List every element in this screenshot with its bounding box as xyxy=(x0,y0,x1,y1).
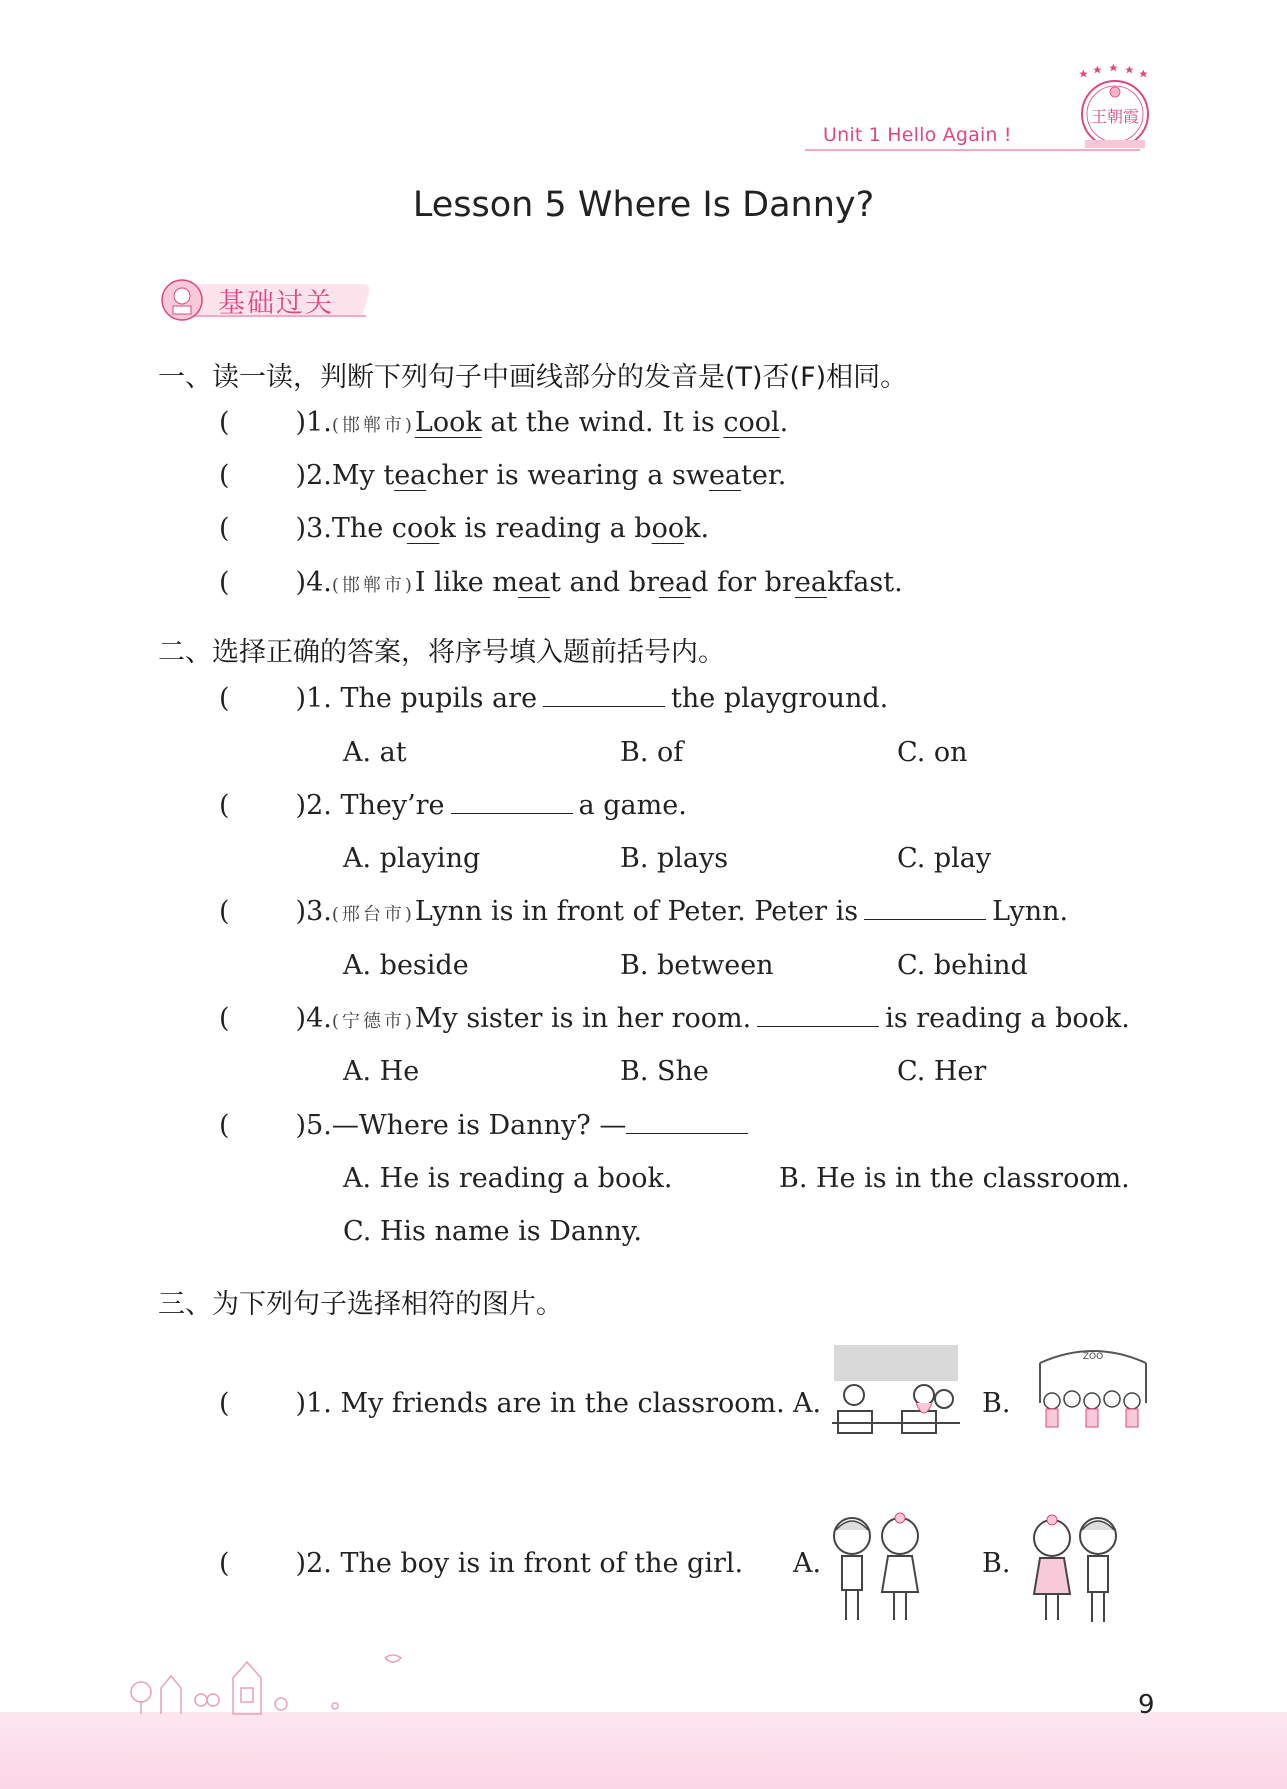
zoo-picture[interactable] xyxy=(1028,1343,1158,1448)
s1-item-2: ( )2.My teacher is wearing a sweater. xyxy=(219,460,787,491)
answer-paren[interactable]: ( xyxy=(219,513,230,544)
section3-heading: 三、为下列句子选择相符的图片。 xyxy=(158,1289,563,1320)
town-illustration xyxy=(125,1648,485,1716)
svg-text:王朝霞: 王朝霞 xyxy=(1090,107,1140,126)
s2-q1-opt-c[interactable]: C. on xyxy=(897,737,968,768)
s2-q2: ( )2. They’re a game. xyxy=(219,790,687,821)
s2-q5: ( )5.—Where is Danny? — xyxy=(219,1110,754,1141)
page-number: 9 xyxy=(1138,1690,1155,1720)
section2-heading: 二、选择正确的答案，将序号填入题前括号内。 xyxy=(158,637,725,668)
footer-band xyxy=(0,1712,1287,1789)
s3-q1-label-b: B. xyxy=(982,1388,1011,1419)
s2-q4: ( )4.(宁德市)My sister is in her room. is reading a book. xyxy=(219,1003,1130,1034)
answer-paren[interactable]: ( xyxy=(219,1110,230,1141)
s2-q2-opt-c[interactable]: C. play xyxy=(897,843,992,874)
s2-q4-opt-b[interactable]: B. She xyxy=(620,1056,709,1087)
s2-q5-opt-c[interactable]: C. His name is Danny. xyxy=(343,1216,642,1247)
fill-blank[interactable] xyxy=(626,1111,748,1134)
answer-paren[interactable]: ( xyxy=(219,567,230,598)
s1-item-4: ( )4.(邯郸市)I like meat and bread for breakfast. xyxy=(219,567,903,598)
s2-q1: ( )1. The pupils are the playground. xyxy=(219,683,889,714)
s3-q2: ( )2. The boy is in front of the girl. xyxy=(219,1548,744,1579)
s2-q1-opt-a[interactable]: A. at xyxy=(343,737,407,768)
s2-q3-opt-c[interactable]: C. behind xyxy=(897,950,1028,981)
svg-text:ZOO: ZOO xyxy=(1082,1352,1104,1362)
s2-q3: ( )3.(邢台市)Lynn is in front of Peter. Peter is Lynn. xyxy=(219,896,1069,927)
answer-paren[interactable]: ( xyxy=(219,1003,230,1034)
fill-blank[interactable] xyxy=(864,897,986,920)
s2-q1-opt-b[interactable]: B. of xyxy=(620,737,684,768)
classroom-picture[interactable] xyxy=(832,1343,960,1443)
fill-blank[interactable] xyxy=(543,684,665,707)
s2-q2-opt-b[interactable]: B. plays xyxy=(620,843,729,874)
answer-paren[interactable]: ( xyxy=(219,1388,230,1419)
s1-item-1: ( )1.(邯郸市)Look at the wind. It is cool. xyxy=(219,407,789,438)
answer-paren[interactable]: ( xyxy=(219,460,230,491)
boy-girl-picture-a[interactable] xyxy=(826,1512,928,1628)
fill-blank[interactable] xyxy=(757,1004,879,1027)
answer-paren[interactable]: ( xyxy=(219,790,230,821)
s2-q3-opt-a[interactable]: A. beside xyxy=(343,950,469,981)
s2-q2-opt-a[interactable]: A. playing xyxy=(343,843,481,874)
answer-paren[interactable]: ( xyxy=(219,896,230,927)
s2-q4-opt-a[interactable]: A. He xyxy=(343,1056,420,1087)
s2-q5-opt-a[interactable]: A. He is reading a book. xyxy=(343,1163,673,1194)
answer-paren[interactable]: ( xyxy=(219,407,230,438)
lesson-title: Lesson 5 Where Is Danny? xyxy=(412,185,875,225)
seal-logo xyxy=(1075,62,1155,154)
banner-label: 基础过关 xyxy=(218,288,334,319)
answer-paren[interactable]: ( xyxy=(219,683,230,714)
s3-q1-label-a: A. xyxy=(793,1388,822,1419)
fill-blank[interactable] xyxy=(451,791,573,814)
s2-q5-opt-b[interactable]: B. He is in the classroom. xyxy=(779,1163,1130,1194)
s2-q4-opt-c[interactable]: C. Her xyxy=(897,1056,987,1087)
s1-item-3: ( )3.The cook is reading a book. xyxy=(219,513,710,544)
unit-header: Unit 1 Hello Again ! xyxy=(823,124,1012,146)
s3-q1: ( )1. My friends are in the classroom. xyxy=(219,1388,785,1419)
boy-girl-picture-b[interactable] xyxy=(1020,1512,1130,1628)
s2-q3-opt-b[interactable]: B. between xyxy=(620,950,774,981)
section1-heading: 一、读一读，判断下列句子中画线部分的发音是(T)否(F)相同。 xyxy=(158,362,908,393)
s3-q2-label-b: B. xyxy=(982,1548,1011,1579)
s3-q2-label-a: A. xyxy=(793,1548,822,1579)
answer-paren[interactable]: ( xyxy=(219,1548,230,1579)
